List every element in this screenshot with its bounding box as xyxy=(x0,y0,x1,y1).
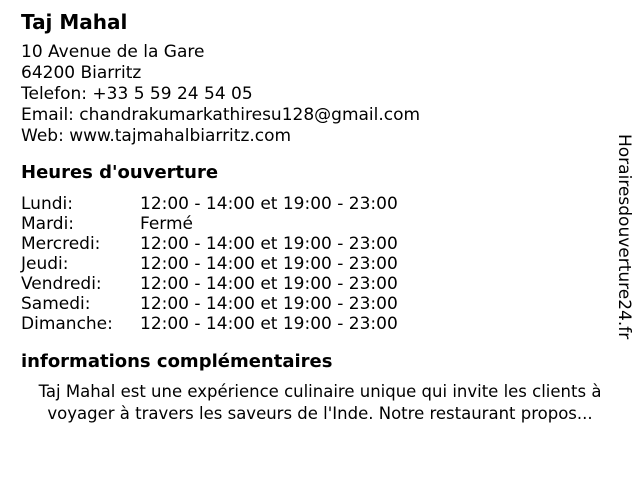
opening-hours-table xyxy=(21,194,398,334)
contact-info xyxy=(21,42,420,147)
hours-row xyxy=(21,254,398,274)
hours-value: 12:00 - 14:00 et 19:00 - 23:00 xyxy=(140,314,398,334)
day-label: Jeudi: xyxy=(21,254,69,274)
hours-value: 12:00 - 14:00 et 19:00 - 23:00 xyxy=(140,194,398,214)
hours-value: 12:00 - 14:00 et 19:00 - 23:00 xyxy=(140,254,398,274)
hours-value: 12:00 - 14:00 et 19:00 - 23:00 xyxy=(140,234,398,254)
description-line: Taj Mahal est une expérience culinaire unique qui invite les clients à xyxy=(38,382,602,401)
website-line: Web: www.tajmahalbiarritz.com xyxy=(21,126,292,146)
hours-row xyxy=(21,294,398,314)
description-line: voyager à travers les saveurs de l'Inde. Notre restaurant propos... xyxy=(47,404,593,423)
hours-row xyxy=(21,234,398,254)
day-label: Dimanche: xyxy=(21,314,113,334)
site-watermark: Horairesdouverture24.fr xyxy=(614,134,634,340)
hours-row xyxy=(21,194,398,214)
day-label: Mardi: xyxy=(21,214,75,234)
email-line: Email: chandrakumarkathiresu128@gmail.com xyxy=(21,105,421,125)
hours-value: Fermé xyxy=(140,214,194,234)
opening-hours-heading: Heures d'ouverture xyxy=(21,162,219,183)
hours-row xyxy=(21,314,398,334)
hours-value: 12:00 - 14:00 et 19:00 - 23:00 xyxy=(140,294,398,314)
day-label: Samedi: xyxy=(21,294,91,314)
business-description xyxy=(16,381,624,425)
address-city-line: 64200 Biarritz xyxy=(21,63,142,83)
address-street-line: 10 Avenue de la Gare xyxy=(21,42,205,62)
additional-info-heading: informations complémentaires xyxy=(21,351,333,372)
business-name-title: Taj Mahal xyxy=(21,10,128,34)
day-label: Mercredi: xyxy=(21,234,101,254)
day-label: Vendredi: xyxy=(21,274,102,294)
hours-row xyxy=(21,274,398,294)
day-label: Lundi: xyxy=(21,194,73,214)
hours-row xyxy=(21,214,398,234)
phone-line: Telefon: +33 5 59 24 54 05 xyxy=(21,84,253,104)
hours-value: 12:00 - 14:00 et 19:00 - 23:00 xyxy=(140,274,398,294)
